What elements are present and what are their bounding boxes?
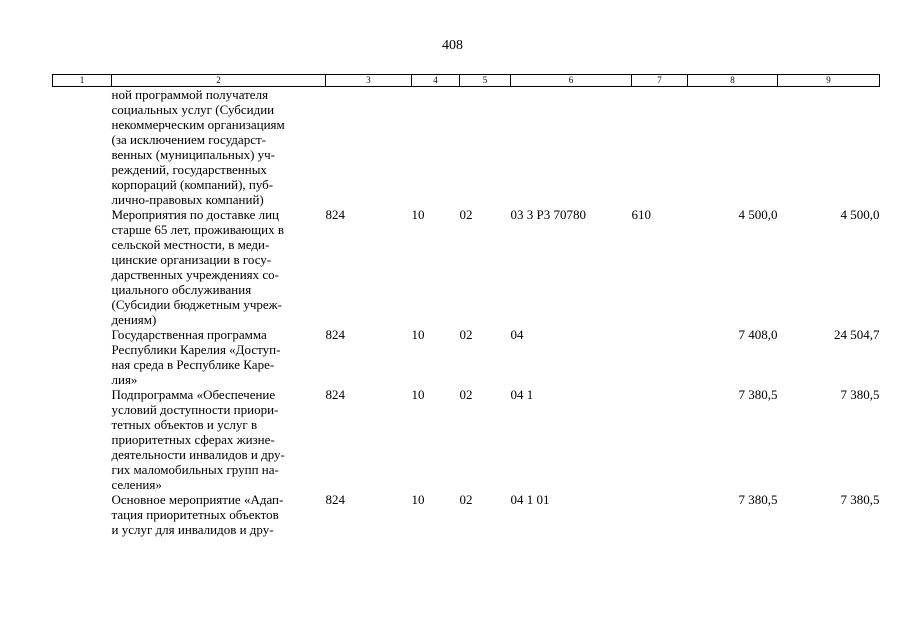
section-code	[412, 87, 460, 208]
amount-year-2: 24 504,7	[834, 327, 880, 342]
table-cell-col1	[53, 87, 112, 208]
column-header: 4	[412, 75, 460, 87]
description-line: приоритетных сферах жизне-	[111, 432, 275, 447]
expense-type-code	[632, 492, 688, 537]
subsection-code: 02	[459, 492, 473, 507]
amount-year-1: 7 380,5	[738, 387, 778, 402]
target-article-code: 04 1	[510, 387, 534, 402]
table-cell-col1	[53, 387, 112, 492]
description-line: сельской местности, в меди-	[111, 237, 270, 252]
description-line: корпораций (компаний), пуб-	[111, 177, 274, 192]
item-description	[112, 492, 326, 537]
target-article-code	[511, 87, 632, 208]
item-description	[112, 327, 326, 387]
description-line: лично-правовых компаний)	[111, 192, 264, 207]
subsection-code	[460, 87, 511, 208]
description-line: некоммерческим организациям	[111, 117, 285, 132]
column-header: 6	[511, 75, 632, 87]
description-line: реждений, государственных	[111, 162, 267, 177]
target-article-code: 04	[510, 327, 524, 342]
section-code: 10	[411, 327, 425, 342]
description-line: ная среда в Республике Каре-	[111, 357, 275, 372]
item-description	[112, 87, 326, 208]
description-line: циального обслуживания	[111, 282, 252, 297]
gr-code: 824	[325, 207, 345, 222]
column-header: 5	[460, 75, 511, 87]
section-code: 10	[411, 207, 425, 222]
table-cell-col1	[53, 492, 112, 537]
amount-year-2: 7 380,5	[840, 492, 880, 507]
column-header: 7	[632, 75, 688, 87]
subsection-code: 02	[459, 327, 473, 342]
amount-year-2	[778, 87, 880, 208]
section-code: 10	[411, 492, 425, 507]
column-header-row	[53, 75, 880, 87]
page-number: 408	[442, 38, 463, 53]
amount-year-1	[688, 87, 778, 208]
description-line: дарственных учреждениях со-	[111, 267, 279, 282]
section-code: 10	[411, 387, 425, 402]
target-article-code: 04 1 01	[510, 492, 550, 507]
gr-code	[326, 87, 412, 208]
amount-year-1: 4 500,0	[738, 207, 778, 222]
description-line: Республики Карелия «Доступ-	[111, 342, 281, 357]
description-line: тация приоритетных объектов	[111, 507, 279, 522]
column-header: 1	[53, 75, 112, 87]
description-line: тетных объектов и услуг в	[111, 417, 258, 432]
amount-year-1: 7 380,5	[738, 492, 778, 507]
column-header: 2	[112, 75, 326, 87]
expense-type-code	[632, 87, 688, 208]
description-line: (за исключением государст-	[111, 132, 266, 147]
description-line: деятельности инвалидов и дру-	[111, 447, 285, 462]
gr-code: 824	[325, 327, 345, 342]
description-line: цинские организации в госу-	[111, 252, 272, 267]
description-line: венных (муниципальных) уч-	[111, 147, 276, 162]
amount-year-2: 7 380,5	[840, 387, 880, 402]
table-row	[53, 492, 880, 537]
description-line: и услуг для инвалидов и дру-	[111, 522, 274, 537]
table-cell-col1	[53, 327, 112, 387]
amount-year-2: 4 500,0	[840, 207, 880, 222]
column-header: 8	[688, 75, 778, 87]
description-line: социальных услуг (Субсидии	[111, 102, 275, 117]
table-cell-col1	[53, 207, 112, 327]
expense-type-code	[632, 327, 688, 387]
description-line: Государственная программа	[111, 327, 267, 342]
table-row	[53, 387, 880, 492]
description-line: Подпрограмма «Обеспечение	[111, 387, 276, 402]
amount-year-1: 7 408,0	[738, 327, 778, 342]
description-line: гих маломобильных групп на-	[111, 462, 279, 477]
description-line: условий доступности приори-	[111, 402, 279, 417]
expense-type-code	[632, 387, 688, 492]
item-description	[112, 207, 326, 327]
column-header: 3	[326, 75, 412, 87]
description-line: Мероприятия по доставке лиц	[111, 207, 279, 222]
subsection-code: 02	[459, 387, 473, 402]
description-line: лия»	[111, 372, 138, 387]
description-line: ной программой получателя	[111, 87, 269, 102]
subsection-code: 02	[459, 207, 473, 222]
table-row	[53, 87, 880, 208]
table-row	[53, 207, 880, 327]
description-line: Основное мероприятие «Адап-	[111, 492, 284, 507]
description-line: селения»	[111, 477, 162, 492]
budget-table	[52, 74, 880, 537]
column-header: 9	[778, 75, 880, 87]
item-description	[112, 387, 326, 492]
expense-type-code: 610	[631, 207, 651, 222]
description-line: старше 65 лет, проживающих в	[111, 222, 284, 237]
description-line: (Субсидии бюджетным учреж-	[111, 297, 282, 312]
target-article-code: 03 3 P3 70780	[510, 207, 586, 222]
table-row	[53, 327, 880, 387]
description-line: дениям)	[111, 312, 157, 327]
gr-code: 824	[325, 387, 345, 402]
gr-code: 824	[325, 492, 345, 507]
